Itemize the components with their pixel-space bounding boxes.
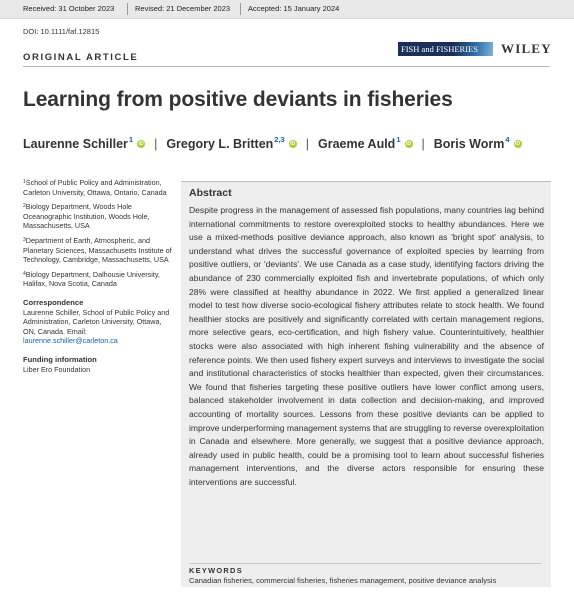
orcid-icon[interactable]: iD (515, 140, 521, 147)
abstract-heading: Abstract (189, 187, 232, 199)
funding-text: Liber Ero Foundation (23, 364, 91, 374)
orcid-icon[interactable]: iD (406, 140, 411, 147)
received-date: Received: 31 October 2023 (23, 4, 115, 13)
affiliation: $^3$Department of Earth, Atmospheric, and Planetary Sciences, Massachusetts Institute of Technology, Cambridge, Massachusetts, USA (23, 235, 172, 265)
author-name: Graeme Auld (317, 137, 396, 151)
accepted-date: Accepted: 15 January 2024 (248, 4, 340, 13)
orcid-icon[interactable]: iD (290, 140, 296, 147)
author-separator: | (305, 137, 309, 151)
article-title: Learning from positive deviants in fisheries (23, 88, 453, 111)
revised-date: Revised: 21 December 2023 (135, 4, 231, 13)
author[interactable] (166, 137, 296, 151)
author-separator: | (154, 137, 158, 151)
affiliation: $^4$Biology Department, Dalhousie University, Halifax, Nova Scotia, Canada (23, 269, 160, 289)
journal-logo-text: FISH and FISHERIES (401, 44, 478, 54)
author[interactable] (318, 137, 413, 151)
author-separator: | (421, 137, 425, 151)
correspondence-heading: Correspondence (23, 297, 84, 307)
date-bar (0, 0, 574, 19)
affiliation-ref[interactable]: 2,3 (274, 135, 285, 144)
correspondence-text: Laurenne Schiller, School of Public Policy and Administration, Carleton University, Ottawa, ON, Canada. Email: laurenne.schiller@carleton.ca (23, 307, 170, 346)
abstract-text: Despite progress in the management of assessed fish populations, many countries lag behind international commitments to restore overexploited stocks to healthy abundances. Here we use a mixed-methods positive deviance approach, also known as 'bright spot' analysis, to understand what drives the successful governance of exploited species by learning from positive outliers, or 'deviants'. We use Canada as a case study, identifying factors driving the abundance of 230 commercially exploited fish and invertebrate populations, of which only 28% were classified at healthy abundance in 2022. We first applied a generalized linear model to test how diverse socio-ecological fishery attributes relate to stock health. We found healthier stocks are positively and significantly correlated with certain management regions, more selective gears, eco-certification, and high fishery value. Counterintuitively, healthier stocks were also associated with high inherent fishing vulnerability and the absence of reference points. We then used fishery expert surveys and interviews to investigate the social and institutional characteristics of stocks healthier than expected, given their circumstances. We found that fisheries targeting these positive outliers have lower conflict among users, balanced stakeholder involvement in data collection and decision-making, and improved accounting of mortality sources. Lessons from these positive deviants can be applied to improve underperforming management systems that are struggling to reverse overexploitation in Canada and elsewhere. More generally, we suggest that a positive deviance approach, already used in public health, could be a promising tool to learn about successful fisheries management interventions, and the diverse actors responsible for ensuring these interventions are successful. (189, 205, 544, 487)
divider (23, 66, 550, 67)
funding-heading: Funding information (23, 354, 97, 364)
affiliation-ref[interactable]: 1 (396, 135, 401, 144)
author-name: Boris Worm (433, 137, 505, 151)
affiliation: $^2$Biology Department, Woods Hole Oceanographic Institution, Woods Hole, Massachusetts, USA (23, 202, 150, 231)
author-name: Laurenne Schiller (23, 137, 128, 151)
journal-logo[interactable] (398, 42, 493, 56)
publisher-logo[interactable]: WILEY (501, 41, 552, 56)
abstract-box (181, 181, 551, 587)
keywords-text: Canadian fisheries, commercial fisheries, fisheries management, positive deviance analysis (189, 576, 497, 585)
date-separator (240, 3, 241, 15)
article-type: ORIGINAL ARTICLE (23, 52, 139, 63)
author[interactable] (23, 137, 145, 151)
divider (189, 563, 541, 564)
date-separator (127, 3, 128, 15)
email-link[interactable]: laurenne.schiller@carleton.ca (23, 336, 118, 346)
author-name: Gregory L. Britten (166, 137, 274, 151)
author-list (23, 137, 522, 153)
orcid-icon[interactable]: iD (138, 140, 144, 147)
sidebar-metadata (23, 178, 173, 374)
affiliation-ref[interactable]: 1 (128, 135, 134, 144)
doi[interactable]: DOI: 10.1111/faf.12815 (23, 27, 100, 36)
affiliation-ref[interactable]: 4 (505, 135, 510, 144)
affiliation: $^1$School of Public Policy and Administration, Carleton University, Ottawa, Ontario, Canada (23, 178, 167, 197)
author[interactable] (434, 137, 522, 151)
keywords-heading: KEYWORDS (189, 566, 243, 575)
